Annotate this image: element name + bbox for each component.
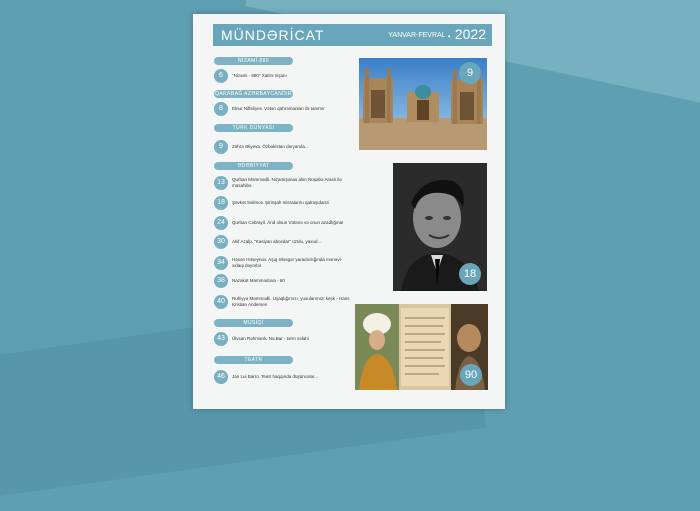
page-number: 40 [214, 295, 228, 309]
section-qarabag: QARABAĞ AZƏRBAYCANDIR [215, 91, 292, 97]
toc-entry[interactable]: Jan Lui Barro. Teatr haqqında düşüncələr... [232, 374, 318, 379]
contents-header [213, 24, 492, 46]
toc-entry[interactable]: Akif Azalp. "Kasiyan abcedar" üzülu, yaxud... [232, 239, 322, 244]
page-number: 18 [214, 196, 228, 210]
toc-entry[interactable]: Ülvsan Rəhmanlı. Nə.Bar - tərm səlahi [232, 336, 309, 341]
page-number: 34 [214, 256, 228, 270]
page-title: MÜNDƏRİCAT [221, 27, 325, 43]
section-teatr: TEATR [214, 356, 293, 364]
photo-page-badge: 90 [460, 364, 482, 386]
section-turk-dunyasi: TÜRK DÜNYASI [214, 124, 293, 132]
page-number: 8 [214, 102, 228, 116]
issue-bullet: • [447, 32, 451, 41]
toc-entry[interactable]: Şövkət Səlimov. Şirinşah misralarını qalraşıdanzi [232, 200, 330, 205]
page-number: 38 [214, 274, 228, 288]
historical-collage [355, 304, 488, 390]
page-number: 30 [214, 235, 228, 249]
page-number: 9 [214, 140, 228, 154]
magazine-page [193, 14, 505, 409]
page-number: 24 [214, 216, 228, 230]
toc-entry[interactable]: Elnur Nifteliyev. Vətən qəhrəmanları ilə tanımır [232, 106, 325, 111]
issue-year: 2022 [454, 26, 486, 42]
page-number: 43 [214, 332, 228, 346]
page-number: 13 [214, 176, 228, 190]
registan-photo [359, 58, 487, 150]
section-musiqi: MUSİQİ [214, 319, 293, 327]
portrait-photo [393, 163, 487, 291]
photo-page-badge: 18 [459, 263, 481, 285]
section-nizami: NİZAMİ-880 [214, 57, 293, 65]
issue-period: YANVAR-FEVRAL [388, 32, 446, 39]
section-edebiyyat: ƏDƏBİYYAT [214, 162, 293, 170]
photo-page-badge: 9 [459, 62, 481, 84]
issue-info [388, 26, 486, 42]
page-number: 46 [214, 370, 228, 384]
toc-entry[interactable]: Həsən Hüseynov. Aşıq Ələsgər yaradıcılığında mənəvi-əxlaqi dəyərlər [232, 257, 343, 268]
toc-entry[interactable]: Ruhiyyə Məmmədli. Uşaqlığımızı, yuxularımızı keşk - Hans Kristian Andersen [232, 296, 350, 307]
toc-entry[interactable]: Zöhrə Əliyeva. Özbəkistan dəryanda... [232, 144, 309, 149]
page-number: 6 [214, 69, 228, 83]
toc-entry[interactable]: "Nizami - 880" Xatirə nişanı [232, 73, 287, 78]
toc-entry[interactable]: Nazakət Məmmədova - 60 [232, 278, 285, 283]
toc-entry[interactable]: Qurban Cəbrayil. Ánd olsun Vətənə və onun azadlığına! [232, 220, 344, 225]
toc-entry[interactable]: Qurban Məmmədli. Nizamişünas alim Nüşabə Araslı ilə müsahibə [232, 177, 342, 188]
